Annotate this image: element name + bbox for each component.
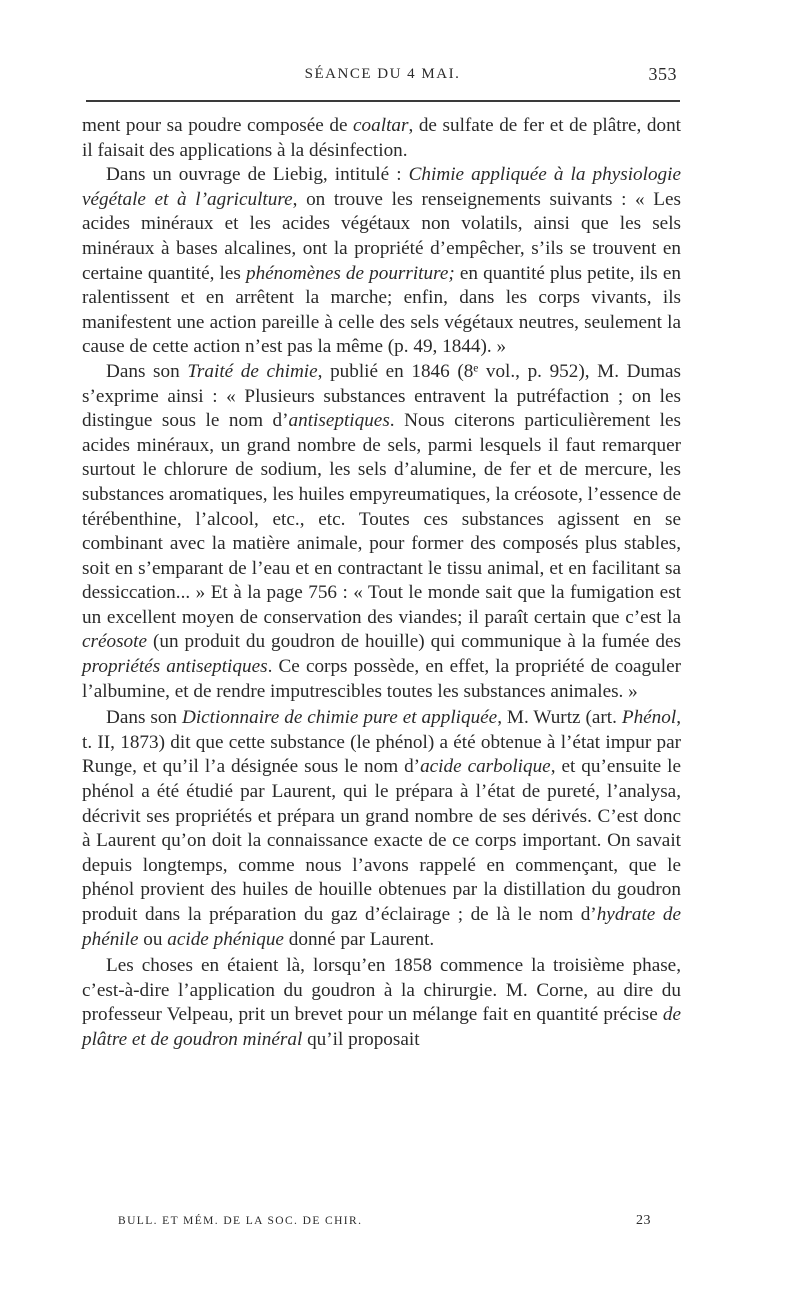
text-run: , et qu’ensuite le phénol a été étudié par Laurent, qui le prépara à l’état de pureté, l’analysa, décrivit ses propriétés et prépara un grand nombre de ses dérivés. C’est donc à Laurent qu’on doit la connaissance exacte de ce corps important. On savait depuis longtemps, comme nous l’avons rappelé en commençant, que le phénol provient des huiles de houille obtenues par la distillation du goudron produit dans la préparation du gaz d’éclairage ; de là le nom d’: [82, 756, 681, 925]
italic-run: propriétés antiseptiques: [82, 656, 268, 678]
text-run: . Nous citerons particulièrement les acides minéraux, un grand nombre de sels, parmi lesquels il faut remarquer surtout le chlorure de sodium, les sels d’alumine, de fer et de mercure, les substances aromatiques, les huiles empyreumatiques, la créosote, l’essence de térébenthine, l’alcool, etc., etc. Toutes ces substances agissent en se combinant avec la matière animale, pour former des composés plus stables, soit en s’emparant de l’eau et en contractant le tissu animal, et en facilitant sa dessiccation... » Et à la page 756 : « Tout le monde sait que la fumigation est un excellent moyen de conservation des viandes; il paraît certain que c’est la: [82, 410, 681, 628]
text-run: ment pour sa poudre composée de: [82, 115, 354, 136]
text-run: Dans son: [106, 360, 188, 382]
italic-run: acide carbolique: [420, 756, 551, 778]
text-run: , M. Wurtz (art.: [497, 707, 622, 729]
text-run: en quantité plus petite, ils en ralentissent et en arrêtent la marche; enfin, dans les corps vivants, ils manifestent une action pareille à celle des sels végétaux neutres, seulement la cause de cette action n’est pas la même (p. 49, 1844). »: [82, 262, 681, 358]
text-run: (un produit du goudron de houille) qui communique à la fumée des: [147, 631, 681, 653]
italic-run: Chimie appliquée à la physiologie végétale et à l’agriculture: [82, 164, 681, 210]
text-run: , de sulfate de fer et de plâtre, dont il faisait des applications à la désinfection.: [82, 115, 681, 161]
text-run: ou: [138, 928, 168, 950]
italic-run: créosote: [82, 631, 148, 653]
italic-run: coaltar: [353, 115, 409, 136]
header-rule: [86, 100, 680, 102]
paragraph: [82, 114, 681, 163]
italic-run: antiseptiques: [288, 410, 390, 432]
italic-run: Traité de chimie: [187, 360, 318, 382]
paragraph: [82, 360, 681, 704]
running-footer: BULL. ET MÉM. DE LA SOC. DE CHIR.: [118, 1215, 363, 1227]
running-head: [84, 62, 681, 88]
text-run: . Ce corps possède, en effet, la propriété de coaguler l’albumine, et de rendre imputrescibles toutes les substances animales. »: [82, 656, 681, 702]
text-run: qu’il proposait: [302, 1028, 420, 1050]
text-run: , on trouve les renseignements suivants : « Les acides minéraux et les acides végétaux non volatils, ainsi que les sels minéraux à bases alcalines, ont la propriété d’empêcher, s’ils se trouvent en certaine quantité, les: [82, 188, 681, 284]
body-text: [82, 114, 681, 1053]
text-run: , t. II, 1873) dit que cette substance (le phénol) a été obtenue à l’état impur par Runge, et qu’il l’a désignée sous le nom d’: [82, 707, 681, 778]
text-run: donné par Laurent.: [283, 928, 435, 950]
text-run: Dans son: [106, 707, 182, 729]
italic-run: Phénol: [621, 707, 677, 729]
text-run: Dans un ouvrage de Liebig, intitulé :: [106, 164, 409, 186]
italic-run: hydrate de phénile: [82, 904, 681, 950]
italic-run: de plâtre et de goudron minéral: [82, 1004, 681, 1050]
signature-mark: 23: [636, 1213, 651, 1228]
italic-run: acide phénique: [167, 928, 284, 950]
page-footer: [118, 1215, 653, 1235]
italic-run: Dictionnaire de chimie pure et appliquée: [181, 707, 498, 729]
text-run: , publié en 1846 (8ᵉ vol., p. 952), M. Dumas s’exprime ainsi : « Plusieurs substances entravent la putréfaction ; on les distingue sous le nom d’: [82, 360, 681, 432]
paragraph: [82, 163, 681, 360]
italic-run: phénomènes de pourriture;: [245, 262, 455, 284]
text-run: Les choses en étaient là, lorsqu’en 1858 commence la troisième phase, c’est-à-dire l’application du goudron à la chirurgie. M. Corne, au dire du professeur Velpeau, prit un brevet pour un mélange fait en quantité précise: [82, 955, 681, 1026]
running-title: SÉANCE DU 4 MAI.: [304, 66, 461, 82]
page-number: 353: [648, 64, 677, 84]
paragraph: [82, 954, 681, 1052]
paragraph: [82, 706, 681, 952]
